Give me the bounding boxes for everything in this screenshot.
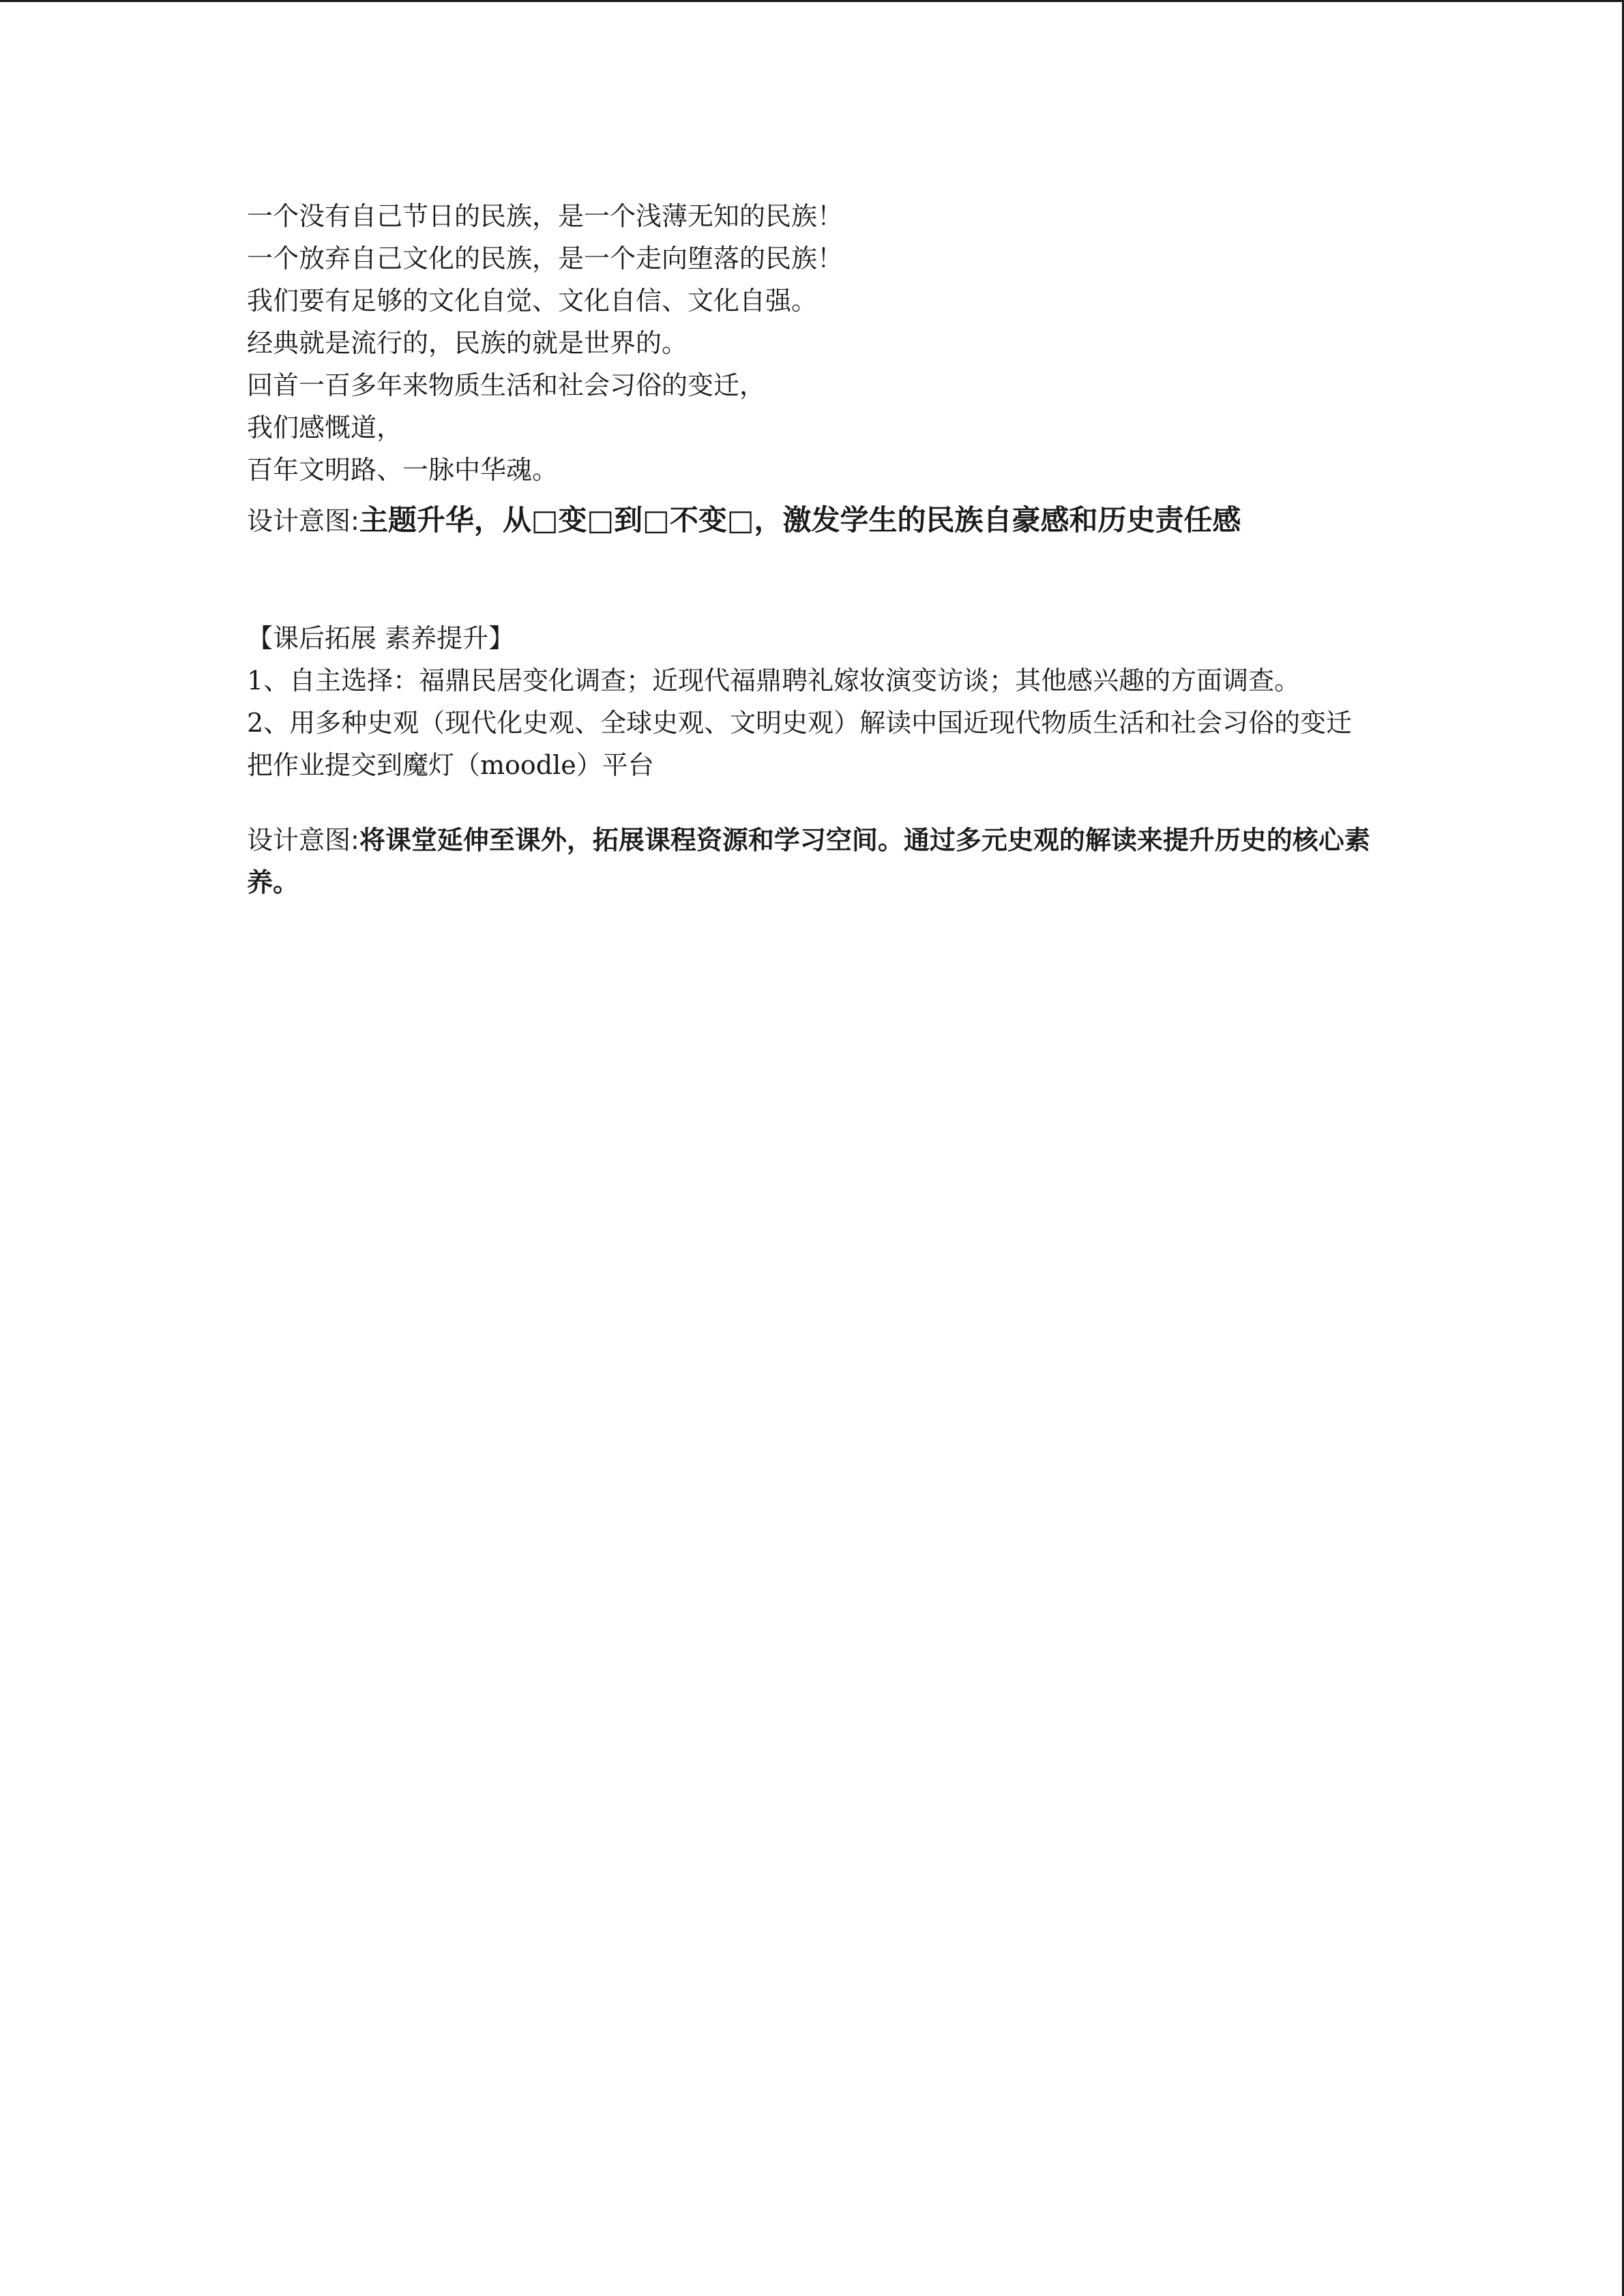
poem-line: 一个没有自己节日的民族，是一个浅薄无知的民族！ bbox=[247, 201, 844, 231]
design-intent-1 bbox=[247, 499, 1386, 542]
poem-block bbox=[247, 195, 1386, 491]
design-intent-label: 设计意图: bbox=[247, 506, 359, 536]
page-top-border bbox=[0, 0, 1624, 2]
extension-item-3: 把作业提交到魔灯（moodle）平台 bbox=[247, 750, 654, 780]
design-intent-2 bbox=[247, 819, 1386, 904]
poem-line: 回首一百多年来物质生活和社会习俗的变迁， bbox=[247, 370, 766, 400]
design-intent-text: 主题升华，从□变□到□不变□，激发学生的民族自豪感和历史责任感 bbox=[359, 503, 1241, 537]
design-intent-text: 将课堂延伸至课外，拓展课程资源和学习空间。通过多元史观的解读来提升历史的核心素养。 bbox=[247, 825, 1370, 897]
extension-item-1: 1、自主选择：福鼎民居变化调查；近现代福鼎聘礼嫁妆演变访谈；其他感兴趣的方面调查。 bbox=[247, 666, 1301, 696]
design-intent-label: 设计意图: bbox=[247, 825, 359, 855]
extension-item-2: 2、用多种史观（现代化史观、全球史观、文明史观）解读中国近现代物质生活和社会习俗的变迁 bbox=[247, 708, 1353, 738]
poem-line: 一个放弃自己文化的民族，是一个走向堕落的民族！ bbox=[247, 243, 844, 273]
document-body bbox=[247, 195, 1386, 904]
poem-line: 经典就是流行的，民族的就是世界的。 bbox=[247, 328, 688, 358]
poem-line: 我们感慨道， bbox=[247, 413, 403, 443]
extension-heading: 【课后拓展 素养提升】 bbox=[247, 623, 515, 653]
poem-line: 我们要有足够的文化自觉、文化自信、文化自强。 bbox=[247, 286, 818, 316]
poem-line: 百年文明路、一脉中华魂。 bbox=[247, 455, 559, 485]
